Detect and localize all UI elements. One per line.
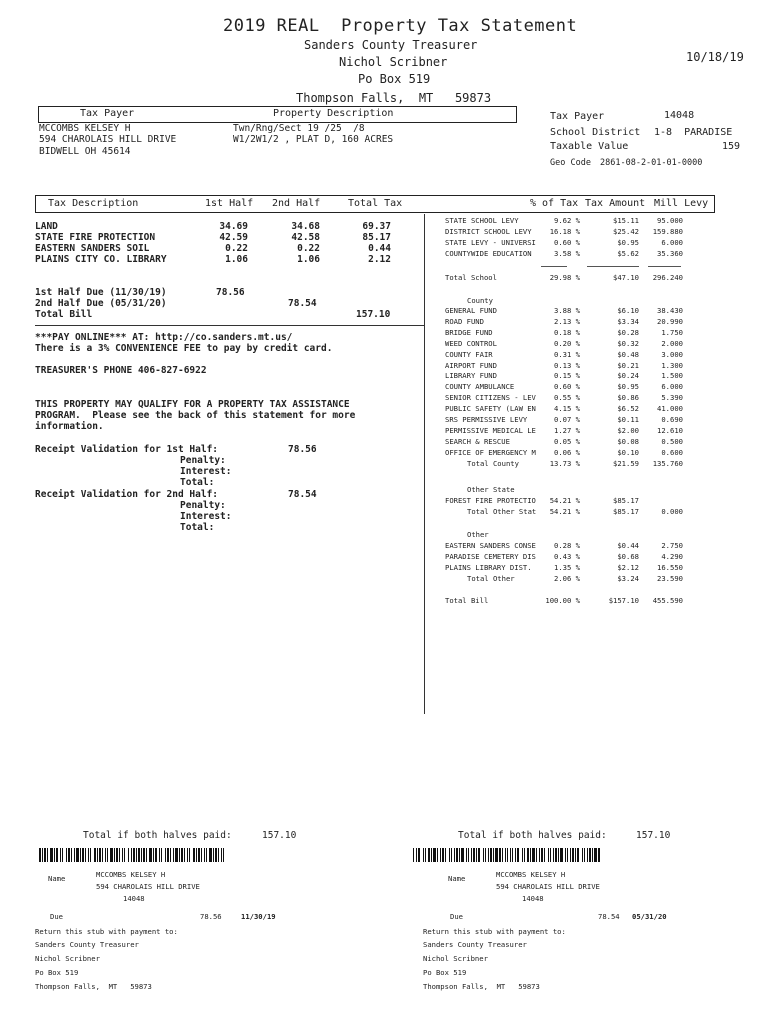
pay-online-notice: ***PAY ONLINE*** AT: http://co.sanders.mt.us/ [35,332,293,343]
stub-due-label: Due [450,912,463,921]
levy-pct: 0.31 % [554,349,580,359]
levy-group-header: County [467,296,493,305]
levy-pct: 4.15 % [554,404,580,414]
tax-item-first-half: 42.59 [219,232,248,243]
levy-pct: 13.73 % [549,458,580,468]
levy-amount: $85.17 [613,507,639,516]
payer-city: BIDWELL OH 45614 [39,146,131,157]
levy-amount: $85.17 [613,496,639,505]
levy-pct: 0.60 % [554,237,580,247]
receipt-second-value: 78.54 [288,489,317,500]
levy-pct: 16.18 % [549,226,580,236]
levy-amount: $0.10 [617,447,639,457]
taxable-value-label: Taxable Value [550,141,629,152]
levy-subtotal-rule [587,266,639,267]
levy-pct: 0.18 % [554,327,580,337]
levy-mill: 95.000 [657,216,683,225]
levy-mill: 20.990 [657,316,683,326]
tax-item-desc: EASTERN SANDERS SOIL [35,243,150,254]
second-half-due-label: 2nd Half Due (05/31/20) [35,298,167,309]
levy-mill: 16.550 [657,562,683,572]
levy-subtotal-rule [541,266,567,267]
assistance-notice-3: information. [35,421,104,432]
assistance-notice-1: THIS PROPERTY MAY QUALIFY FOR A PROPERTY TAX ASSISTANCE [35,399,350,410]
first-half-due-value: 78.56 [216,287,245,298]
levy-name: GENERAL FUND [445,306,497,315]
levy-mill: 2.000 [661,338,683,348]
tax-item-desc: PLAINS CITY CO. LIBRARY [35,254,167,265]
levy-amount: $0.21 [617,360,639,370]
stub-account-number: 14048 [123,894,145,903]
col-total-tax: Total Tax [348,198,403,209]
receipt-first-total: Total: [180,477,215,488]
payer-name: MCCOMBS KELSEY H [39,123,131,134]
levy-mill: 4.290 [661,551,683,561]
levy-name: Total School [445,273,497,282]
levy-amount: $0.11 [617,415,639,424]
levy-mill: 23.590 [657,573,683,583]
levy-name: BRIDGE FUND [445,327,493,337]
levy-pct: 54.21 % [549,507,580,516]
levy-name: STATE SCHOOL LEVY [445,216,519,225]
levy-pct: 3.88 % [554,306,580,315]
convenience-fee-notice: There is a 3% CONVENIENCE FEE to pay by credit card. [35,343,333,354]
levy-mill: 5.390 [661,393,683,403]
school-district-value: 1-8 PARADISE [654,127,733,138]
levy-pct: 9.62 % [554,216,580,225]
levy-name: OFFICE OF EMERGENCY M [445,447,536,457]
taxable-value: 159 [722,141,741,152]
stub-payer-address: 594 CHAROLAIS HILL DRIVE [96,882,200,891]
levy-pct: 2.06 % [554,573,580,583]
levy-amount: $0.68 [617,551,639,561]
levy-amount: $5.62 [617,248,639,258]
levy-pct: 0.55 % [554,393,580,403]
property-description-header: Property Description [273,108,394,119]
tax-item-desc: STATE FIRE PROTECTION [35,232,156,243]
tax-item-first-half: 1.06 [225,254,248,265]
levy-amount: $15.11 [613,216,639,225]
property-legal-1: Twn/Rng/Sect 19 /25 /8 [233,123,365,134]
stub-name-label: Name [448,874,466,883]
stub-account-number: 14048 [522,894,544,903]
levy-amount: $0.44 [617,541,639,550]
levy-name: SENIOR CITIZENS - LEV [445,393,536,403]
levy-mill: 0.000 [661,507,683,516]
levy-amount: $0.95 [617,382,639,392]
first-half-due-label: 1st Half Due (11/30/19) [35,287,167,298]
levy-amount: $2.12 [617,562,639,572]
tax-payer-number: 14048 [664,110,695,121]
stub-due-date: 05/31/20 [632,912,667,921]
levy-mill: 455.590 [652,596,683,605]
levy-name: Total Other Stat [467,507,537,516]
levy-pct: 0.20 % [554,338,580,348]
stub-both-label: Total if both halves paid: [83,830,232,841]
stub-payer-name: MCCOMBS KELSEY H [496,870,566,879]
levy-name: SRS PERMISSIVE LEVY [445,415,528,424]
stub-name-label: Name [48,874,66,883]
levy-pct: 0.07 % [554,415,580,424]
levy-amount: $0.86 [617,393,639,403]
second-half-due-value: 78.54 [288,298,317,309]
tax-payer-label: Tax Payer [550,111,605,122]
col-pct-of-tax: % of Tax [530,198,579,209]
levy-amount: $0.24 [617,371,639,381]
levy-mill: 3.000 [661,349,683,359]
total-bill-label: Total Bill [35,309,93,320]
levy-pct: 100.00 % [545,596,580,605]
levy-amount: $47.10 [613,273,639,282]
property-legal-2: W1/2W1/2 , PLAT D, 160 ACRES [233,134,394,145]
levy-mill: 41.000 [657,404,683,414]
geo-code-value: 2861-08-2-01-01-0000 [600,158,703,168]
receipt-first-penalty: Penalty: [180,455,226,466]
school-district-label: School District [550,127,641,138]
stub-return-pobox: Po Box 519 [423,968,467,977]
levy-name: DISTRICT SCHOOL LEVY [445,226,532,236]
tax-item-second-half: 1.06 [297,254,320,265]
levy-pct: 0.15 % [554,371,580,381]
levy-amount: $6.10 [617,306,639,315]
levy-mill: 35.360 [657,248,683,258]
stub-return-name: Nichol Scribner [423,954,488,963]
levy-amount: $0.48 [617,349,639,359]
levy-pct: 29.98 % [549,273,580,282]
levy-name: ROAD FUND [445,316,484,326]
levy-mill: 6.000 [661,382,683,392]
stub-return-office: Sanders County Treasurer [423,940,527,949]
levy-amount: $21.59 [613,458,639,468]
col-second-half: 2nd Half [272,198,321,209]
stub-both-label: Total if both halves paid: [458,830,607,841]
barcode-icon [39,848,229,862]
levy-name: LIBRARY FUND [445,371,497,381]
levy-amount: $0.95 [617,237,639,247]
levy-name: COUNTY AMBULANCE [445,382,515,392]
receipt-first-label: Receipt Validation for 1st Half: [35,444,219,455]
levy-pct: 0.05 % [554,436,580,446]
receipt-first-value: 78.56 [288,444,317,455]
levy-pct: 54.21 % [549,496,580,505]
dues-divider [35,325,424,326]
levy-amount: $157.10 [608,596,639,605]
levy-name: PERMISSIVE MEDICAL LE [445,425,536,435]
levy-amount: $25.42 [613,226,639,236]
total-bill-value: 157.10 [356,309,391,320]
assistance-notice-2: PROGRAM. Please see the back of this statement for more [35,410,356,421]
levy-mill: 0.500 [661,436,683,446]
stub-return-label: Return this stub with payment to: [423,927,566,936]
treasurer-name: Nichol Scribner [339,55,448,69]
tax-item-second-half: 34.68 [291,221,320,232]
stub-due-label: Due [50,912,63,921]
tax-item-first-half: 0.22 [225,243,248,254]
stub-due-date: 11/30/19 [241,912,276,921]
levy-name: WEED CONTROL [445,338,497,348]
levy-mill: 1.500 [661,371,683,381]
levy-name: PARADISE CEMETERY DIS [445,551,536,561]
levy-name: COUNTY FAIR [445,349,493,359]
levy-pct: 0.43 % [554,551,580,561]
stub-payer-name: MCCOMBS KELSEY H [96,870,166,879]
levy-mill: 6.000 [661,237,683,247]
levy-name: PUBLIC SAFETY (LAW EN [445,404,536,414]
city-state-zip: Thompson Falls, MT 59873 [296,91,492,105]
levy-name: Total County [467,458,519,468]
levy-amount: $2.00 [617,425,639,435]
levy-mill: 2.750 [661,541,683,550]
levy-amount: $0.28 [617,327,639,337]
tax-item-desc: LAND [35,221,58,232]
levy-amount: $3.34 [617,316,639,326]
levy-name: SEARCH & RESCUE [445,436,510,446]
tax-payer-header: Tax Payer [80,108,135,119]
levy-name: COUNTYWIDE EDUCATION [445,248,532,258]
levy-mill: 12.610 [657,425,683,435]
levy-amount: $0.32 [617,338,639,348]
levy-pct: 1.35 % [554,562,580,572]
levy-pct: 2.13 % [554,316,580,326]
statement-date: 10/18/19 [686,50,744,64]
barcode-icon [413,848,603,862]
levy-name: Total Bill [445,596,489,605]
stub-return-label: Return this stub with payment to: [35,927,178,936]
levy-pct: 0.28 % [554,541,580,550]
levy-mill: 159.880 [652,226,683,236]
stub-return-name: Nichol Scribner [35,954,100,963]
tax-item-total: 0.44 [368,243,391,254]
stub-both-value: 157.10 [262,830,297,841]
levy-amount: $6.52 [617,404,639,414]
stub-return-pobox: Po Box 519 [35,968,79,977]
levy-name: AIRPORT FUND [445,360,497,370]
stub-due-amount: 78.54 [598,912,620,921]
levy-pct: 0.60 % [554,382,580,392]
levy-subtotal-rule [648,266,681,267]
column-divider [424,214,425,714]
tax-item-second-half: 42.58 [291,232,320,243]
receipt-first-interest: Interest: [180,466,232,477]
levy-group-header: Other [467,530,489,539]
stub-return-city: Thompson Falls, MT 59873 [423,982,540,991]
levy-group-header: Other State [467,485,515,494]
tax-item-first-half: 34.69 [219,221,248,232]
stub-due-amount: 78.56 [200,912,222,921]
receipt-second-penalty: Penalty: [180,500,226,511]
treasurer-office: Sanders County Treasurer [304,38,478,52]
tax-item-second-half: 0.22 [297,243,320,254]
tax-item-total: 2.12 [368,254,391,265]
col-tax-description: Tax Description [48,198,139,209]
stub-both-value: 157.10 [636,830,671,841]
receipt-second-total: Total: [180,522,215,533]
po-box: Po Box 519 [358,72,431,86]
levy-mill: 135.760 [652,458,683,468]
levy-pct: 0.06 % [554,447,580,457]
levy-mill: 296.240 [652,273,683,282]
col-mill-levy: Mill Levy [654,198,709,209]
receipt-second-label: Receipt Validation for 2nd Half: [35,489,219,500]
levy-mill: 38.430 [657,306,683,315]
stub-return-city: Thompson Falls, MT 59873 [35,982,152,991]
levy-pct: 1.27 % [554,425,580,435]
levy-mill: 1.300 [661,360,683,370]
statement-title: 2019 REAL Property Tax Statement [223,16,578,36]
payer-address: 594 CHAROLAIS HILL DRIVE [39,134,177,145]
levy-amount: $0.08 [617,436,639,446]
col-first-half: 1st Half [205,198,254,209]
levy-mill: 0.690 [661,415,683,424]
levy-name: PLAINS LIBRARY DIST. [445,562,532,572]
geo-code-label: Geo Code [550,158,591,168]
tax-item-total: 85.17 [362,232,391,243]
levy-pct: 0.13 % [554,360,580,370]
levy-name: Total Other [467,573,515,583]
levy-mill: 1.750 [661,327,683,337]
stub-payer-address: 594 CHAROLAIS HILL DRIVE [496,882,600,891]
stub-return-office: Sanders County Treasurer [35,940,139,949]
levy-name: FOREST FIRE PROTECTIO [445,496,536,505]
treasurer-phone: TREASURER'S PHONE 406-827-6922 [35,365,207,376]
tax-item-total: 69.37 [362,221,391,232]
levy-amount: $3.24 [617,573,639,583]
levy-mill: 0.600 [661,447,683,457]
levy-name: EASTERN SANDERS CONSE [445,541,536,550]
col-tax-amount: Tax Amount [585,198,646,209]
levy-name: STATE LEVY - UNIVERSI [445,237,536,247]
levy-pct: 3.58 % [554,248,580,258]
receipt-second-interest: Interest: [180,511,232,522]
